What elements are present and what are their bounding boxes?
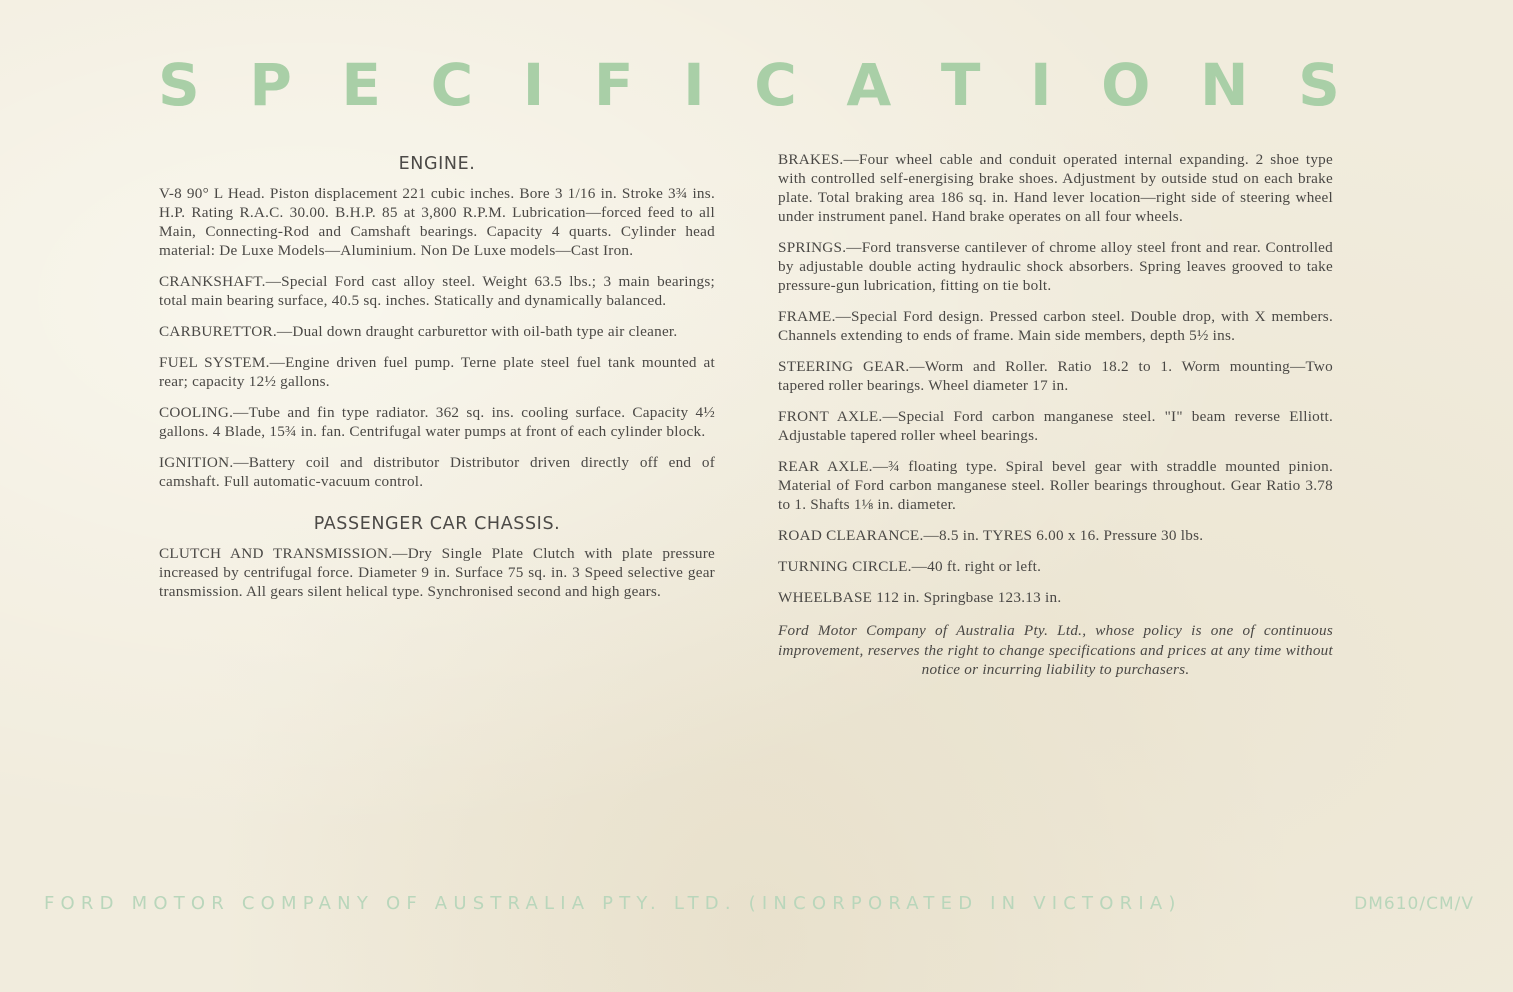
document-code: DM610/CM/V	[1354, 894, 1474, 914]
springs-paragraph: SPRINGS.—Ford transverse cantilever of chrome alloy steel front and rear. Controlled by adjustable double acting hydraulic shock absorbers. Spring leaves grooved to take pressure-gun lubrication, fitting on tie bolt.	[778, 239, 1333, 294]
footer	[44, 893, 1474, 914]
fuel-system-paragraph: FUEL SYSTEM.—Engine driven fuel pump. Terne plate steel fuel tank mounted at rear; capacity 12½ gallons.	[159, 354, 715, 390]
title-letter: N	[1200, 51, 1249, 119]
title-letter: C	[754, 51, 797, 119]
title-letter: C	[430, 51, 474, 119]
title-letter: E	[341, 51, 382, 119]
ignition-paragraph: IGNITION.—Battery coil and distributor Distributor driven directly off end of camshaft. Full automatic-vacuum control.	[159, 454, 715, 490]
chassis-heading: PASSENGER CAR CHASSIS.	[313, 514, 561, 534]
title-letter: P	[249, 51, 292, 119]
carburettor-paragraph: CARBURETTOR.—Dual down draught carburettor with oil-bath type air cleaner.	[159, 323, 678, 340]
page-title	[158, 52, 1340, 118]
steering-gear-paragraph: STEERING GEAR.—Worm and Roller. Ratio 18.2 to 1. Worm mounting—Two tapered roller bearings. Wheel diameter 17 in.	[778, 358, 1333, 394]
road-clearance-paragraph: ROAD CLEARANCE.—8.5 in. TYRES 6.00 x 16. Pressure 30 lbs.	[778, 527, 1204, 544]
frame-paragraph: FRAME.—Special Ford design. Pressed carbon steel. Double drop, with X members. Channels extending to ends of frame. Main side members, depth 5½ ins.	[778, 308, 1333, 344]
title-letter: I	[1029, 51, 1052, 119]
title-letter: F	[593, 51, 634, 119]
front-axle-paragraph: FRONT AXLE.—Special Ford carbon manganese steel. "I" beam reverse Elliott. Adjustable tapered roller wheel bearings.	[778, 408, 1333, 444]
engine-spec-paragraph: V-8 90° L Head. Piston displacement 221 cubic inches. Bore 3 1/16 in. Stroke 3¾ ins. H.P. Rating R.A.C. 30.00. B.H.P. 85 at 3,800 R.P.M. Lubrication—forced feed to all Main, Connecting-Rod and Camshaft bearings. Capacity 4 quarts. Cylinder head material: De Luxe Models—Aluminium. Non De Luxe models—Cast Iron.	[159, 185, 715, 259]
policy-notice: Ford Motor Company of Australia Pty. Ltd., whose policy is one of continuous improvement, reserves the right to change specifications and prices at any time without notice or incurring liability to purchasers.	[778, 622, 1333, 678]
title-letter: S	[158, 51, 200, 119]
cooling-paragraph: COOLING.—Tube and fin type radiator. 362 sq. ins. cooling surface. Capacity 4½ gallons. 4 Blade, 15¾ in. fan. Centrifugal water pumps at front of each cylinder block.	[159, 404, 715, 440]
title-letter: I	[683, 51, 705, 119]
crankshaft-paragraph: CRANKSHAFT.—Special Ford cast alloy steel. Weight 63.5 lbs.; 3 main bearings; total main bearing surface, 40.5 sq. inches. Statically and dynamically balanced.	[159, 273, 715, 309]
title-letter: T	[940, 51, 981, 119]
wheelbase-paragraph: WHEELBASE 112 in. Springbase 123.13 in.	[778, 589, 1062, 606]
rear-axle-paragraph: REAR AXLE.—¾ floating type. Spiral bevel gear with straddle mounted pinion. Material of Ford carbon manganese steel. Roller bearings throughout. Gear Ratio 3.78 to 1. Shafts 1⅛ in. diameter.	[778, 458, 1333, 513]
title-letter: A	[846, 51, 892, 119]
company-imprint: FORD MOTOR COMPANY OF AUSTRALIA PTY. LTD. (INCORPORATED IN VICTORIA)	[44, 893, 1182, 914]
title-letter: I	[522, 51, 545, 119]
right-column	[778, 150, 1333, 695]
clutch-transmission-paragraph: CLUTCH AND TRANSMISSION.—Dry Single Plate Clutch with plate pressure increased by centrifugal force. Diameter 9 in. Surface 75 sq. in. 3 Speed selective gear transmission. All gears silent helical type. Synchronised second and high gears.	[159, 545, 715, 600]
engine-heading: ENGINE.	[398, 154, 476, 174]
title-letter: S	[1298, 51, 1340, 119]
brakes-paragraph: BRAKES.—Four wheel cable and conduit operated internal expanding. 2 shoe type with controlled self-energising brake shoes. Adjustment by outside stud on each brake plate. Total braking area 186 sq. in. Hand lever location—right side of steering wheel under instrument panel. Hand brake operates on all four wheels.	[778, 151, 1333, 225]
left-column	[159, 150, 715, 613]
turning-circle-paragraph: TURNING CIRCLE.—40 ft. right or left.	[778, 558, 1042, 575]
title-letter: O	[1101, 51, 1151, 119]
